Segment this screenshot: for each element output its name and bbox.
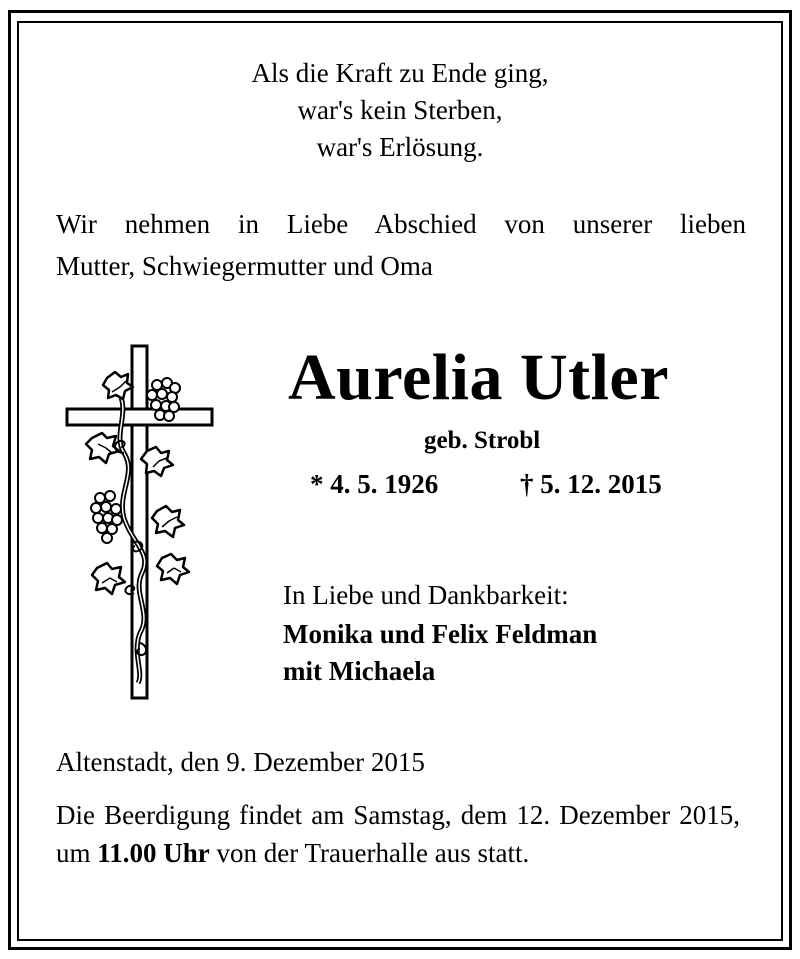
memorial-poem [0,55,800,166]
intro-line-2: Mutter, Schwiegermutter und Oma [56,251,433,281]
cross-with-grapevine-icon [62,343,217,703]
poem-line-2: war's kein Sterben, [297,95,503,125]
death-date: † 5. 12. 2015 [520,469,662,499]
maiden-name: geb. Strobl [424,427,541,454]
place-and-date: Altenstadt, den 9. Dezember 2015 [56,747,425,777]
farewell-intro [56,203,746,287]
mourners-line-2: mit Michaela [283,656,436,686]
intro-line-1: Wir nehmen in Liebe Abschied von unserer lieben [56,209,746,239]
birth-date: * 4. 5. 1926 [310,469,439,499]
deceased-name: Aurelia Utler [288,341,670,414]
funeral-text-after: von der Trauerhalle aus statt. [209,838,530,868]
funeral-text-before: Die Beerdigung findet am Samstag, dem 12. Dezember 2015, um [56,800,740,868]
funeral-time: 11.00 Uhr [97,838,210,868]
funeral-notice [56,796,740,872]
poem-line-1: Als die Kraft zu Ende ging, [251,58,549,88]
mourners-line-1: Monika und Felix Feldman [283,619,598,649]
mourners-intro: In Liebe und Dankbarkeit: [283,580,569,610]
poem-line-3: war's Erlösung. [316,132,484,162]
